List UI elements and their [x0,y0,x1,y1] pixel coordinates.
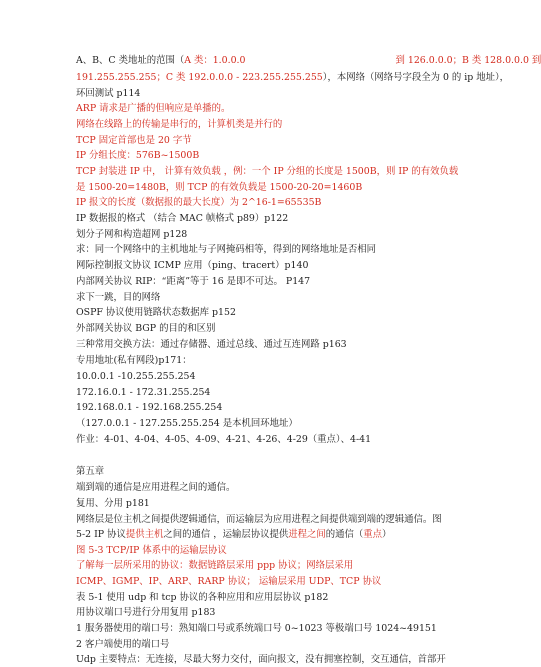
highlighted-text-segment: 是 1500-20=1480B，则 TCP 的有效负载是 1500-20-20=1460B [76,182,363,193]
text-line [76,180,362,195]
text-segment: 网际控制报文协议 ICMP 应用（ping、tracert）p140 [76,260,309,271]
text-segment: 作业：4-01、4-04、4-05、4-09、4-21、4-26、4-29（重点）、4-41 [76,434,372,445]
text-segment: 内部网关协议 RIP：“距离”等于 16 是即不可达。 P147 [76,276,311,287]
text-segment: 划分子网和构造超网 p128 [76,229,188,240]
text-line [76,574,381,589]
text-line [76,148,199,163]
text-segment: Udp 主要特点：无连接，尽最大努力交付，面向报文，没有拥塞控制，交互通信，首部开 [76,654,446,665]
highlighted-text-segment: 提供主机 [125,529,164,540]
text-segment: 192.168.0.1 - 192.168.255.254 [76,402,223,413]
text-line [76,432,371,447]
highlighted-text-segment: 到 126.0.0.0；B 类 128.0.0.0 到 [395,55,541,66]
text-segment: 2 客户端使用的端口号 [76,639,170,650]
text-segment: 10.0.0.1 -10.255.255.254 [76,371,196,382]
text-segment: 之间的通信 ，运输层协议提供 [163,529,289,540]
text-line [76,53,541,68]
text-line [76,117,282,132]
text-line [76,416,298,431]
text-segment: 第五章 [76,466,105,477]
text-line [76,164,458,179]
text-segment: 端到端的通信是应用进程之间的通信。 [76,482,236,493]
text-line [76,652,446,667]
text-line [76,464,104,479]
text-segment: A、B、C 类地址的范围（ [76,55,185,66]
highlighted-text-segment: 191.255.255.255；C 类 192.0.0.0 - 223.255.255.255 [76,72,323,83]
text-line [76,258,308,273]
text-segment: 5-2 IP 协议 [76,529,126,540]
text-line [76,321,215,336]
text-line [76,637,169,652]
text-line [76,133,192,148]
text-segment: 求：同一个网络中的主机地址与子网掩码相等，得到的网络地址是否相同 [76,244,377,255]
text-line [76,290,160,305]
highlighted-text-segment: ARP 请求是广播的但响应是单播的。 [76,103,231,114]
text-line [76,305,236,320]
text-line [76,496,150,511]
text-line [76,527,391,542]
text-line [76,400,222,415]
text-line [76,512,442,527]
text-segment: （127.0.0.1 - 127.255.255.254 是本机回环地址） [76,418,298,429]
highlighted-text-segment: IP 分组长度：576B~1500B [76,150,200,161]
text-line [76,385,210,400]
text-segment: 环回测试 p114 [76,88,141,99]
text-line [76,337,347,352]
text-segment: 1 服务器使用的端口号：熟知端口号或系统端口号 0~1023 等极端口号 1024~49151 [76,623,437,634]
text-line [76,195,321,210]
highlighted-text-segment: IP 报文的长度（数据报的最大长度）为 2^16-1=65535B [76,197,322,208]
text-segment: 172.16.0.1 - 172.31.255.254 [76,387,211,398]
text-segment: 表 5-1 使用 udp 和 tcp 协议的各种应用和应用层协议 p182 [76,592,329,603]
text-line [76,86,140,101]
text-line [76,353,192,368]
text-line [76,480,235,495]
text-line [76,101,230,116]
highlighted-text-segment: 网络在线路上的传输是串行的，计算机类是并行的 [76,119,283,130]
highlighted-text-segment: 进程之间 [288,529,326,540]
text-segment: 专用地址(私有网段)p171： [76,355,192,366]
text-line [76,558,353,573]
highlighted-text-segment: 重点 [363,529,382,540]
highlighted-text-segment: A 类：1.0.0.0 [184,55,246,66]
highlighted-text-segment: 了解每一层所采用的协议：数据链路层采用 ppp 协议；网络层采用 [76,560,354,571]
text-line [76,590,328,605]
text-segment: IP 数据报的格式 （结合 MAC 帧格式 p89）p122 [76,213,289,224]
text-segment: 三种常用交换方法：通过存储器、通过总线、通过互连网路 p163 [76,339,347,350]
highlighted-text-segment: TCP 封装进 IP 中， 计算有效负载 ，例：一个 IP 分组的长度是 1500B，则 IP 的有效负载 [76,166,459,177]
highlighted-text-segment: TCP 固定首部也是 20 字节 [76,135,192,146]
text-line [76,211,288,226]
text-segment: ），本网络（网络号字段全为 0 的 ip 地址）， [322,72,510,83]
text-segment: 外部网关协议 BGP 的目的和区别 [76,323,216,334]
text-segment: OSPF 协议使用链路状态数据库 p152 [76,307,236,318]
text-line [76,274,310,289]
text-segment: ） [382,529,392,540]
text-segment: 用协议端口号进行分用复用 p183 [76,607,216,618]
text-segment: 的通信（ [325,529,364,540]
text-segment: 求下一跳，目的网络 [76,292,161,303]
text-line [76,621,437,636]
highlighted-text-segment: 图 5-3 TCP/IP 体系中的运输层协议 [76,545,227,556]
text-line [76,70,509,85]
text-segment: 网络层是位主机之间提供逻辑通信，而运输层为应用进程之间提供端到端的逻辑通信。图 [76,514,442,525]
text-line [76,605,215,620]
text-line [76,227,187,242]
highlighted-text-segment: ICMP、IGMP、IP、ARP、RARP 协议； 运输层采用 UDP、TCP 协议 [76,576,382,587]
text-line [76,242,376,257]
text-line [76,369,195,384]
text-segment: 复用、分用 p181 [76,498,150,509]
text-line [76,543,227,558]
